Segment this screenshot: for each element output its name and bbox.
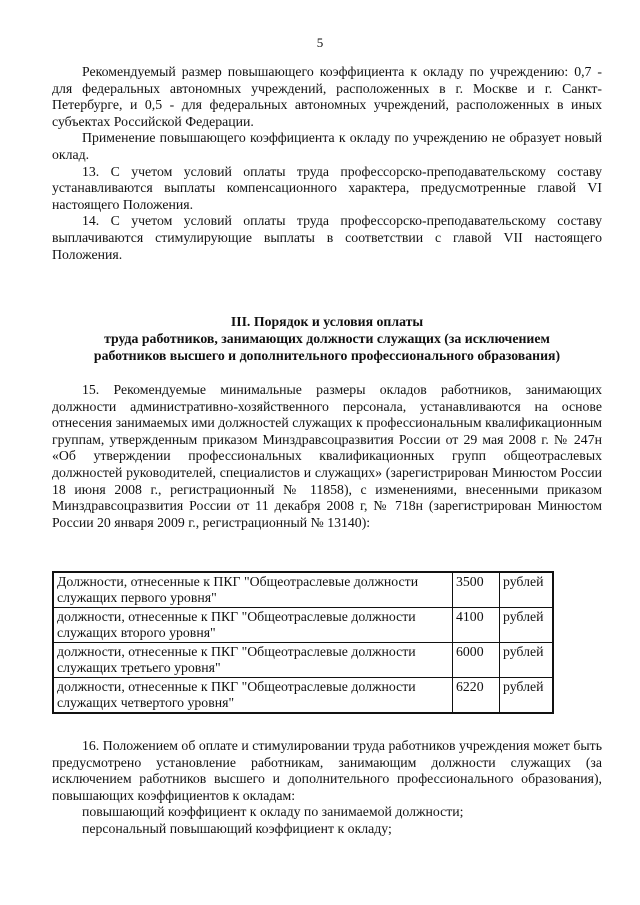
salary-table xyxy=(52,571,554,714)
amount-cell: 3500 xyxy=(453,572,500,608)
intro-block xyxy=(52,64,602,263)
position-cell: должности, отнесенные к ПКГ "Общеотраслевые должности служащих второго уровня" xyxy=(53,608,453,643)
unit-cell: рублей xyxy=(500,678,554,714)
section-title-line-3: работников высшего и дополнительного профессионального образования) xyxy=(93,348,561,363)
list-item: повышающий коэффициент к окладу по занимаемой должности; xyxy=(82,804,464,820)
paragraph-15: 15. Рекомендуемые минимальные размеры окладов работников, занимающих должности административно-хозяйственного персонала, устанавливаются на основе отнесения занимаемых ими должностей служащих к профессиональным квалификационным группам, утвержденным приказом Минздравсоцразвития России от 29 мая 2008 г. № 247н «Об утверждении профессиональных квалификационных групп общеотраслевых должностей руководителей, специалистов и служащих» (зарегистрирован Минюстом России 18 июня 2008 г., регистрационный № 11858), с изменениями, внесенными приказом Минздравсоцразвития России от 11 декабря 2008 г, № 718н (зарегистрирован Минюстом России 20 января 2009 г., регистрационный № 13140): xyxy=(52,382,602,530)
table-row xyxy=(53,643,553,678)
unit-cell: рублей xyxy=(500,643,554,678)
amount-cell: 6220 xyxy=(453,678,500,714)
unit-cell: рублей xyxy=(500,608,554,643)
table-row xyxy=(53,678,553,714)
paragraph-15-block xyxy=(52,382,602,531)
paragraph-14: 14. С учетом условий оплаты труда профессорско-преподавательскому составу выплачиваются стимулирующие выплаты в соответствии с главой VII настоящего Положения. xyxy=(52,213,602,262)
table-row xyxy=(53,608,553,643)
amount-cell: 4100 xyxy=(453,608,500,643)
paragraph-16-block xyxy=(52,738,602,838)
paragraph-16: 16. Положением об оплате и стимулировании труда работников учреждения может быть предусмотрено установление работникам, занимающим должности служащих (за исключением работников высшего и дополнительного профессионального образования), повышающих коэффициентов к окладам: xyxy=(52,738,602,803)
amount-cell: 6000 xyxy=(453,643,500,678)
paragraph-coefficient: Рекомендуемый размер повышающего коэффициента к окладу по учреждению: 0,7 - для федеральных автономных учреждений, расположенных в г. Москве и г. Санкт-Петербурге, и 0,5 - для федеральных автономных учреждений, расположенных в иных субъектах Российской Федерации. xyxy=(52,64,602,129)
section-title-line-1: III. Порядок и условия оплаты xyxy=(230,314,424,329)
table-row xyxy=(53,572,553,608)
paragraph-13: 13. С учетом условий оплаты труда профессорско-преподавательскому составу устанавливаются выплаты компенсационного характера, предусмотренные главой VI настоящего Положения. xyxy=(52,163,602,212)
unit-cell: рублей xyxy=(500,572,554,608)
section-heading xyxy=(52,313,602,364)
position-cell: Должности, отнесенные к ПКГ "Общеотраслевые должности служащих первого уровня" xyxy=(53,572,453,608)
position-cell: должности, отнесенные к ПКГ "Общеотраслевые должности служащих третьего уровня" xyxy=(53,643,453,678)
list-item: персональный повышающий коэффициент к окладу; xyxy=(82,820,392,836)
position-cell: должности, отнесенные к ПКГ "Общеотраслевые должности служащих четвертого уровня" xyxy=(53,678,453,714)
paragraph-not-new-salary: Применение повышающего коэффициента к окладу по учреждению не образует новый оклад. xyxy=(52,130,602,162)
section-title-line-2: труда работников, занимающих должности служащих (за исключением xyxy=(104,331,550,346)
page-number: 5 xyxy=(316,35,324,50)
